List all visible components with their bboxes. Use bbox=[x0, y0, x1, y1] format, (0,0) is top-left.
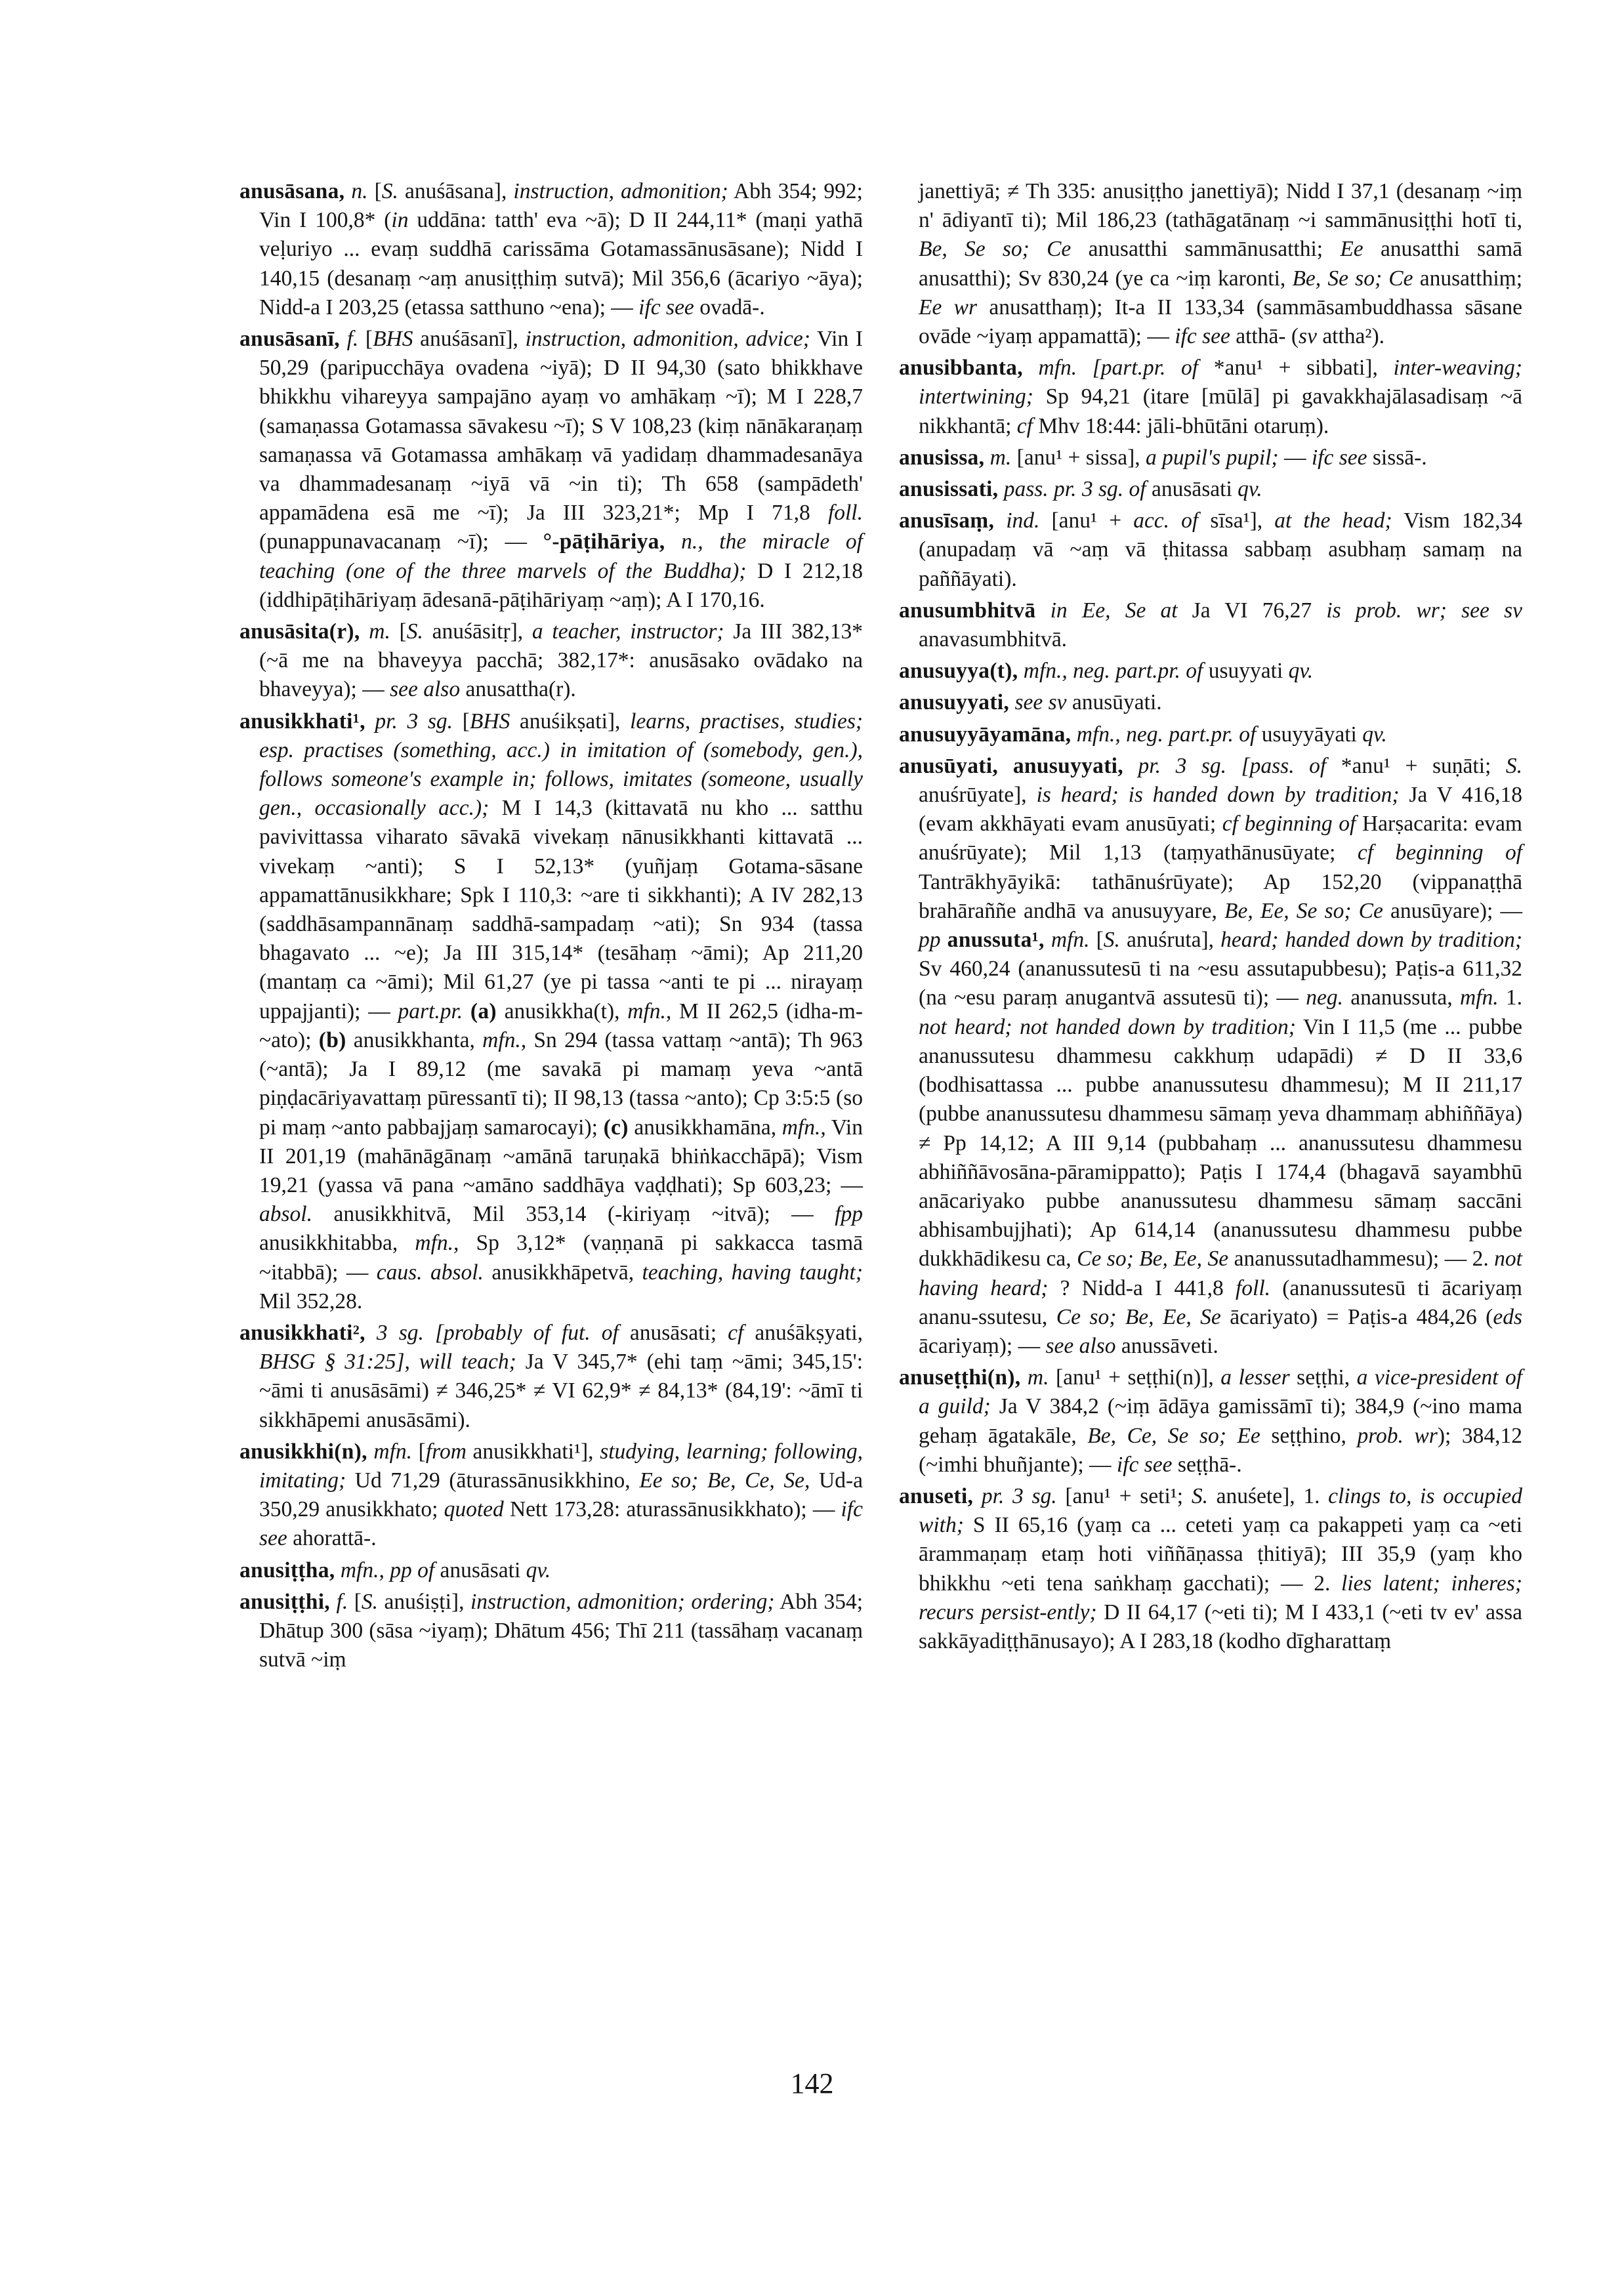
entry-text bbox=[1071, 722, 1076, 747]
italic-text: fpp bbox=[835, 1202, 863, 1227]
entry-text: Vism 182,34 (anupadaṃ vā ~aṃ vā ṭhitassa sabbaṃ asubhaṃ samaṃ na paññāyati). bbox=[919, 508, 1523, 591]
italic-text: m. bbox=[1027, 1365, 1049, 1390]
entry-text: Mil 352,28. bbox=[259, 1289, 363, 1313]
headword: anusiṭṭhi, bbox=[239, 1589, 330, 1614]
entry-text: usuyyāyati bbox=[1256, 722, 1363, 747]
italic-text: BHS bbox=[469, 709, 510, 734]
italic-text: S. bbox=[406, 619, 423, 644]
dictionary-entry bbox=[899, 596, 1522, 654]
headword: anusumbhitvā bbox=[899, 598, 1036, 623]
entry-text: anusūyare); — bbox=[1383, 898, 1522, 923]
entry-text bbox=[1123, 754, 1138, 778]
italic-text: Ce so; Be, Ee, Se bbox=[1056, 1304, 1221, 1329]
entry-text: [ bbox=[358, 327, 373, 352]
italic-text: instruction, admonition, advice; bbox=[525, 327, 810, 352]
italic-text: prob. wr bbox=[1357, 1423, 1438, 1448]
headword: anusīsaṃ, bbox=[899, 508, 995, 533]
italic-text: cf bbox=[1016, 413, 1033, 438]
entry-text: [ bbox=[1089, 928, 1104, 953]
entry-text bbox=[1023, 356, 1039, 380]
italic-text: qv. bbox=[526, 1558, 551, 1582]
entry-text: anusikkhitabba, bbox=[259, 1231, 415, 1256]
entry-text: anuśāsanī], bbox=[413, 327, 526, 352]
headword: anusuyyati, bbox=[899, 690, 1010, 715]
italic-text: pp bbox=[919, 928, 941, 953]
entry-text: anusikkhamāna, bbox=[628, 1115, 782, 1140]
italic-text: a vice-president of a guild; bbox=[919, 1365, 1523, 1419]
italic-text: n. bbox=[351, 179, 368, 203]
italic-text: qv. bbox=[1362, 722, 1387, 747]
entry-text: anuśruta], bbox=[1119, 928, 1221, 953]
italic-text: ifc see bbox=[259, 1497, 863, 1551]
italic-text: Ce so; Be, Ee, Se bbox=[1077, 1247, 1229, 1272]
headword: anusāsita(r), bbox=[239, 619, 360, 644]
headword: anuseti, bbox=[899, 1483, 974, 1508]
entry-text: S II 65,16 (yaṃ ca ... ceteti yaṃ ca pakappeti yaṃ ca ~eti ārammaṇaṃ etaṃ hoti viññāṇassa ṭhitiyā); III 35,9 (yaṃ kho bhikkhu ~eti tena saṅkhaṃ gacchati); — 2. bbox=[919, 1513, 1522, 1596]
italic-text: pr. 3 sg. bbox=[981, 1483, 1057, 1508]
entry-text: ācariyato) = Paṭis-a 484,26 ( bbox=[1220, 1304, 1493, 1329]
entry-text: Tantrākhyāyikā: tathānuśrūyate); Ap 152,20 (vippanaṭṭhā brahāraññe andhā va anusuyyare, bbox=[919, 869, 1522, 923]
italic-text: ifc see bbox=[638, 295, 694, 320]
entry-text: Harṣacarita: evam anuśrūyate); Mil 1,13 (taṃyathānusūyate; bbox=[919, 812, 1522, 865]
entry-text: seṭṭhi, bbox=[1289, 1365, 1357, 1390]
italic-text: Be, Ee, Se so; Ce bbox=[1224, 898, 1383, 923]
entry-text: seṭṭhino, bbox=[1260, 1423, 1358, 1448]
italic-text: mfn., bbox=[482, 1027, 527, 1052]
entry-text: 1. bbox=[1498, 985, 1522, 1010]
entry-text: Sn 294 (tassa vattaṃ ~antā); Th 963 (~antā); Ja I 89,12 (me savakā pi mamaṃ yeva ~antā piṇḍacāriyavattaṃ pūressantī ti); II 98,13 (tassa ~anto); Cp 3:5:5 (so pi maṃ ~anto pabbajjaṃ samarocayi); bbox=[259, 1027, 863, 1140]
headword: anussuta¹, bbox=[947, 928, 1045, 953]
italic-text: cf beginning of bbox=[1357, 840, 1522, 865]
italic-text: m. bbox=[989, 445, 1012, 470]
italic-text: a lesser bbox=[1220, 1365, 1290, 1390]
entry-text: Mhv 18:44: jāli-bhūtāni otaruṃ). bbox=[1032, 413, 1329, 438]
headword: anusissati, bbox=[899, 477, 999, 502]
headword: anusikkhi(n), bbox=[239, 1439, 367, 1464]
italic-text: BHSG § 31:25], will teach; bbox=[259, 1350, 516, 1375]
italic-text: acc. of bbox=[1133, 508, 1199, 533]
italic-text: S. bbox=[361, 1589, 379, 1614]
entry-text: ahorattā-. bbox=[287, 1526, 377, 1551]
entry-text: Ja VI 76,27 bbox=[1177, 598, 1327, 623]
italic-text: mfn. bbox=[1051, 928, 1090, 953]
dictionary-entry bbox=[239, 1319, 863, 1435]
entry-text: (punappunavacanaṃ ~ī); — bbox=[259, 529, 543, 554]
entry-text bbox=[984, 445, 989, 470]
italic-text: f. bbox=[346, 327, 359, 352]
italic-text: Ee wr bbox=[919, 295, 978, 320]
entry-text: [ bbox=[367, 179, 382, 203]
entry-text: ācariyaṃ); — bbox=[919, 1333, 1046, 1358]
dictionary-entry bbox=[239, 617, 863, 705]
entry-text: janettiyā; ≠ Th 335: anusiṭṭho janettiyā); Nidd I 37,1 (desanaṃ ~iṃ n' ādiyantī ti); Mil 186,23 (tathāgatānaṃ ~i sammānusiṭṭhi hotī ti, bbox=[919, 179, 1522, 233]
italic-text: m. bbox=[369, 619, 390, 644]
entry-text: anuśāsitṛ], bbox=[423, 619, 532, 644]
italic-text: learns, practises, studies; esp. practises (something, acc.) in imitation of (somebody, gen.), follows someone's example in; follows, imitates (someone, usually gen., occasionally acc.); bbox=[259, 709, 864, 821]
italic-text: S. bbox=[381, 179, 398, 203]
italic-text: in bbox=[391, 208, 409, 233]
italic-text: eds bbox=[1493, 1304, 1522, 1329]
italic-text: part.pr. bbox=[398, 999, 463, 1023]
entry-text: — bbox=[1278, 445, 1312, 470]
entry-text bbox=[344, 179, 351, 203]
entry-text bbox=[1045, 928, 1051, 952]
entry-text bbox=[365, 709, 375, 734]
italic-text: instruction, admonition; ordering; bbox=[470, 1589, 775, 1614]
entry-text: Ja V 345,7* (ehi taṃ ~āmi; 345,15': ~āmi ti anusāsāmi) ≠ 346,25* ≠ VI 62,9* ≠ 84,13* (84,19': ~āmī ti sikkhāpemi anusāsāmi). bbox=[259, 1350, 863, 1432]
entry-text: anusikkhāpetvā, bbox=[483, 1260, 642, 1285]
italic-text: instruction, admonition; bbox=[513, 179, 728, 203]
entry-text: ananussuta, bbox=[1343, 985, 1460, 1010]
entry-text: Sp 94,21 (itare [mūlā] pi gavakkhajālasadisaṃ ~ā nikkhantā; bbox=[919, 384, 1522, 438]
entry-text: anussāveti. bbox=[1115, 1333, 1218, 1358]
entry-text: attha²). bbox=[1316, 324, 1385, 349]
entry-text: anuśikṣati], bbox=[510, 709, 631, 734]
italic-text: studying, learning; following, imitating; bbox=[259, 1439, 863, 1493]
entry-text: Ud 71,29 (āturassānusikkhino, bbox=[346, 1468, 640, 1493]
italic-text: Be, Se so; Ce bbox=[919, 237, 1072, 262]
italic-text: 3 sg. [probably of fut. of bbox=[376, 1320, 619, 1345]
entry-text bbox=[994, 508, 1006, 533]
entry-text: Vin I 50,29 (paripucchāya ovadena ~iyā); D II 94,30 (sato bhikkhave bhikkhu vihareyya sampajāno ayaṃ vo amhākaṃ ~ī); M I 228,7 (samaṇassa Gotamassa sāvakesu ~ī); S V 108,23 (kiṃ nānākaraṇaṃ samaṇassa vā Gotamassa amhākaṃ vā yadidaṃ dhammadesanāya va dhammadesanaṃ ~iyā vā ~in ti); Th 658 (sampādeth' appamādena esā me ~ī); Ja III 323,21*; Mp I 71,8 bbox=[259, 327, 864, 526]
italic-text: see also bbox=[1045, 1333, 1116, 1358]
entry-text bbox=[941, 928, 947, 952]
headword: anusibbanta, bbox=[899, 356, 1023, 381]
dictionary-entry bbox=[899, 1363, 1522, 1479]
dictionary-entry bbox=[239, 707, 863, 1316]
italic-text: not having heard; bbox=[919, 1247, 1522, 1300]
entry-text bbox=[998, 477, 1003, 501]
headword: °-pāṭihāriya, bbox=[543, 529, 665, 554]
entry-text: anusāsati bbox=[434, 1558, 526, 1582]
italic-text: qv. bbox=[1238, 477, 1262, 502]
italic-text: lies latent; inheres; recurs persist-ently; bbox=[919, 1571, 1522, 1624]
entry-text bbox=[1020, 1365, 1028, 1390]
entry-text: D I 212,18 (iddhipāṭihāriyaṃ ādesanā-pāṭihāriyaṃ ~aṃ); A I 170,16. bbox=[259, 558, 863, 612]
italic-text: neg. bbox=[1306, 985, 1343, 1010]
entry-text bbox=[340, 327, 347, 351]
italic-text: mfn., bbox=[627, 999, 672, 1023]
headword: (c) bbox=[603, 1115, 629, 1140]
italic-text: from bbox=[425, 1439, 467, 1464]
italic-text: ifc see bbox=[1311, 445, 1367, 470]
entry-text bbox=[365, 1321, 377, 1345]
entry-text: anavasumbhitvā. bbox=[919, 627, 1068, 652]
entry-text: anusikkhanta, bbox=[346, 1027, 483, 1052]
headword: (b) bbox=[318, 1027, 346, 1052]
italic-text: qv. bbox=[1288, 659, 1314, 684]
italic-text: BHS bbox=[373, 327, 413, 352]
italic-text: mfn., neg. part.pr. of bbox=[1023, 659, 1203, 684]
entry-text bbox=[973, 1484, 982, 1508]
entry-text bbox=[360, 619, 369, 644]
italic-text: heard; handed down by tradition; bbox=[1220, 928, 1523, 953]
entry-text: *anu¹ + sibbati], bbox=[1198, 356, 1394, 381]
entry-text: [anu¹ + seti¹; bbox=[1056, 1483, 1192, 1508]
headword: (a) bbox=[470, 999, 497, 1023]
entry-text: D II 64,17 (~eti ti); M I 433,1 (~eti tv ev' assa sakkāyadiṭṭhānusayo); A I 283,18 (kodho dīgharattaṃ bbox=[919, 1600, 1522, 1653]
entry-text: [ bbox=[348, 1589, 362, 1614]
right-column bbox=[899, 177, 1522, 1659]
italic-text: ifc see bbox=[1175, 324, 1230, 349]
italic-text: is prob. wr; see sv bbox=[1326, 598, 1522, 623]
entry-text bbox=[1035, 598, 1050, 623]
italic-text: absol. bbox=[259, 1202, 312, 1227]
headword: anusissa, bbox=[899, 445, 985, 470]
headword: anuseṭṭhi(n), bbox=[899, 1365, 1021, 1390]
italic-text: a pupil's pupil; bbox=[1146, 445, 1279, 470]
italic-text: Be, Se so; Ce bbox=[1292, 266, 1413, 291]
italic-text: S. bbox=[1505, 753, 1523, 778]
entry-text: M II 262,5 (idha-m-~ato); bbox=[259, 999, 864, 1052]
entry-text: ananussutadhammesu); — 2. bbox=[1228, 1247, 1495, 1272]
dictionary-entry bbox=[899, 475, 1522, 504]
headword: anusuyyāyamāna, bbox=[899, 722, 1072, 747]
italic-text: sv bbox=[1299, 324, 1317, 349]
entry-text bbox=[330, 1590, 337, 1614]
italic-text: foll. bbox=[1235, 1275, 1271, 1300]
dictionary-entry bbox=[899, 444, 1522, 472]
italic-text: mfn. bbox=[373, 1439, 413, 1464]
dictionary-entry bbox=[239, 1556, 863, 1585]
italic-text: pr. 3 sg. [pass. of bbox=[1138, 753, 1327, 778]
entry-text: anusikkhitvā, Mil 353,14 (-kiriyaṃ ~itvā); — bbox=[312, 1202, 835, 1227]
dictionary-entry bbox=[899, 1482, 1522, 1656]
headword: anusuyya(t), bbox=[899, 659, 1018, 684]
entry-text: Ja III 382,13* (~ā me na bhaveyya pacchā; 382,17*: anusāsako ovādako na bhaveyya); — bbox=[259, 619, 864, 702]
entry-text: anusatthi sammānusatthi; bbox=[1071, 237, 1341, 262]
italic-text: mfn., bbox=[415, 1231, 459, 1256]
entry-text: sīsa¹], bbox=[1198, 508, 1275, 533]
entry-text bbox=[665, 529, 681, 554]
entry-text bbox=[335, 1558, 340, 1582]
italic-text: n., the miracle of teaching (one of the three marvels of the Buddha); bbox=[259, 529, 863, 583]
italic-text: Ee so; Be, Ce, Se, bbox=[639, 1468, 810, 1493]
italic-text: pr. 3 sg. bbox=[375, 709, 453, 734]
entry-text: [anu¹ + seṭṭhi(n)], bbox=[1049, 1365, 1221, 1390]
entry-text: ? Nidd-a I 441,8 bbox=[1048, 1275, 1236, 1300]
entry-text: (ananussutesū ti ācariyaṃ ananu-ssutesu, bbox=[919, 1275, 1522, 1329]
italic-text: quoted bbox=[444, 1497, 504, 1522]
entry-text: anusūyati. bbox=[1066, 690, 1162, 715]
dictionary-entry bbox=[899, 354, 1522, 441]
entry-text bbox=[367, 1439, 374, 1464]
italic-text: in Ee, Se at bbox=[1050, 598, 1178, 623]
headword: anusāsana, bbox=[239, 179, 345, 203]
entry-text: anuśāsana], bbox=[398, 179, 514, 203]
entry-text bbox=[1018, 659, 1023, 683]
entry-text: [ bbox=[390, 619, 407, 644]
entry-text: usuyyati bbox=[1203, 659, 1289, 684]
dictionary-entry bbox=[239, 325, 863, 615]
entry-text: [anu¹ + sissa], bbox=[1011, 445, 1146, 470]
italic-text: see sv bbox=[1014, 690, 1067, 715]
entry-text: [anu¹ + bbox=[1039, 508, 1134, 533]
italic-text: see also bbox=[390, 677, 461, 702]
entry-text: Vin I 11,5 (me ... pubbe ananussutesu dhammesu cakkhuṃ udapādi) ≠ D II 33,6 (bodhisattassa ... pubbe ananussutesu dhammesu); M II 211,17 (pubbe ananussutesu dhammesu sāmaṃ yeva dhammaṃ abhiññāya) ≠ Pp 14,12; A III 9,14 (pubbahaṃ ... ananussutesu dhammesu abhiññāvosāna-pāramippatto); Paṭis I 174,4 (bhagavā sayambhū anācariyako pubbe ananussutesu dhammesu sāmaṃ saccāni abhisambujjhati); Ap 614,14 (ananussutesu dhammesu pubbe dukkhādikesu ca, bbox=[919, 1014, 1522, 1272]
italic-text: mfn. [part.pr. of bbox=[1038, 356, 1199, 381]
headword: anusūyati, anusuyyati, bbox=[899, 753, 1123, 778]
entry-text bbox=[463, 999, 470, 1023]
dictionary-entry bbox=[239, 1437, 863, 1554]
entry-text: Sv 460,24 (ananussutesū ti na ~esu assutapubbesu); Paṭis-a 611,32 (na ~esu paraṃ anugantvā assutesū ti); — bbox=[919, 957, 1522, 1010]
italic-text: S. bbox=[1191, 1483, 1208, 1508]
headword: anusikkhati², bbox=[239, 1320, 365, 1345]
entry-text: Nett 173,28: aturassānusikkhato); — bbox=[503, 1497, 841, 1522]
italic-text: pass. pr. 3 sg. of bbox=[1003, 477, 1146, 502]
entry-text: anusikkha(t), bbox=[496, 999, 628, 1023]
italic-text: mfn., neg. part.pr. of bbox=[1076, 722, 1257, 747]
dictionary-entry bbox=[239, 177, 863, 322]
entry-text: anusikkhati¹], bbox=[466, 1439, 600, 1464]
italic-text: not heard; not handed down by tradition; bbox=[919, 1014, 1296, 1039]
entry-text: Ja V 384,2 (~iṃ ādāya gamissāmī ti); 384,9 (~ino mama gehaṃ āgatakāle, bbox=[919, 1394, 1522, 1448]
dictionary-entry bbox=[899, 752, 1522, 1361]
entry-text: anuśiṣṭi], bbox=[378, 1589, 470, 1614]
headword: anusikkhati¹, bbox=[239, 709, 365, 734]
italic-text: mfn., bbox=[781, 1115, 826, 1140]
italic-text: teaching, having taught; bbox=[642, 1260, 863, 1285]
italic-text: mfn., pp of bbox=[340, 1558, 435, 1582]
entry-text: anusatthi samā anusatthi); Sv 830,24 (ye ca ~iṃ karonti, bbox=[919, 237, 1522, 291]
italic-text: clings to, is occupied with; bbox=[919, 1483, 1522, 1538]
entry-text: anusattha(r). bbox=[460, 677, 576, 702]
italic-text: inter-weaving; intertwining; bbox=[919, 356, 1523, 409]
entry-text: Vin II 201,19 (mahānāgānaṃ ~amānā taruṇakā bhiṅkacchāpā); Vism 19,21 (yassa vā pana ~amāno saddhāya vaḍḍhati); Sp 603,23; — bbox=[259, 1115, 863, 1197]
dictionary-entry bbox=[899, 688, 1522, 717]
entry-continuation bbox=[899, 177, 1522, 351]
italic-text: S. bbox=[1103, 928, 1120, 953]
page-number: 142 bbox=[790, 2067, 834, 2099]
entry-text: anuśete], 1. bbox=[1207, 1483, 1329, 1508]
entry-text: ); 384,12 (~imhi bhuñjante); — bbox=[919, 1423, 1522, 1477]
entry-text: Sp 3,12* (vaṇṇanā pi sakkacca tasmā ~itabbā); — bbox=[259, 1231, 863, 1285]
entry-text: sissā-. bbox=[1367, 445, 1427, 470]
dictionary-entry bbox=[899, 720, 1522, 749]
entry-text: anusāsati; bbox=[618, 1320, 728, 1345]
italic-text: Be, Ce, Se so; Ee bbox=[1087, 1423, 1260, 1448]
entry-text: anusatthaṃ); It-a II 133,34 (sammāsambuddhassa sāsane ovāde ~iyaṃ appamattā); — bbox=[919, 295, 1522, 349]
italic-text: mfn. bbox=[1459, 985, 1499, 1010]
italic-text: ifc see bbox=[1116, 1452, 1173, 1477]
entry-text: Ud-a 350,29 anusikkhato; bbox=[259, 1468, 863, 1522]
italic-text: caus. absol. bbox=[376, 1260, 484, 1285]
entry-text: M I 14,3 (kittavatā nu kho ... satthu pavivittassa viharato sāvakā vivekaṃ nānusikkhanti kittavatā ... vivekaṃ ~anti); S I 52,13* (yuñjaṃ Gotama-sāsane appamattānusikkhare; Spk I 110,3: ~are ti sikkhanti); A IV 282,13 (saddhāsampannānaṃ saddhā-sampadaṃ ~ati); Sn 934 (tassa bhagavato ... ~e); Ja III 315,14* (tesāhaṃ ~āmi); Ap 211,20 (mantaṃ ca ~āmi); Mil 61,27 (ye pi tassa ~anti te pi ... nirayaṃ uppajjanti); — bbox=[259, 796, 863, 1023]
dictionary-entry bbox=[899, 657, 1522, 686]
entry-text: Ja V 416,18 (evam akkhāyati evam anusūyati; bbox=[919, 783, 1523, 837]
entry-text: [ bbox=[453, 709, 470, 734]
entry-text: Abh 354; 992; Vin I 100,8* ( bbox=[259, 179, 863, 233]
italic-text: at the head; bbox=[1274, 508, 1392, 533]
italic-text: f. bbox=[336, 1589, 348, 1614]
italic-text: cf beginning of bbox=[1222, 812, 1356, 837]
entry-text: [ bbox=[412, 1439, 426, 1464]
italic-text: a teacher, instructor; bbox=[531, 619, 724, 644]
entry-text: anusāsati bbox=[1146, 477, 1238, 502]
headword: anusāsanī, bbox=[239, 327, 340, 352]
entry-text: atthā- ( bbox=[1230, 324, 1299, 349]
left-column bbox=[239, 177, 863, 1677]
headword: anusiṭṭha, bbox=[239, 1558, 335, 1582]
italic-text: cf bbox=[728, 1320, 744, 1345]
entry-text: Abh 354; Dhātup 300 (sāsa ~iyaṃ); Dhātum 456; Thī 211 (tassāhaṃ vacanaṃ sutvā ~iṃ bbox=[259, 1589, 863, 1672]
italic-text: foll. bbox=[827, 501, 863, 526]
entry-text: anusatthiṃ; bbox=[1413, 266, 1523, 291]
italic-text: ind. bbox=[1006, 508, 1040, 533]
entry-text: anuśākṣyati, bbox=[743, 1320, 864, 1345]
entry-text: anuśrūyate], bbox=[919, 783, 1037, 808]
entry-text: seṭṭhā-. bbox=[1172, 1452, 1242, 1477]
dictionary-entry bbox=[899, 507, 1522, 594]
dictionary-entry bbox=[239, 1588, 863, 1675]
entry-text: *anu¹ + suṇāti; bbox=[1326, 753, 1506, 778]
entry-text: ovadā-. bbox=[694, 295, 765, 320]
entry-text: uddāna: tatth' eva ~ā); D II 244,11* (maṇi yathā veḷuriyo ... evaṃ suddhā carissāma Gotamassānusāsane); Nidd I 140,15 (desanaṃ ~aṃ anusiṭṭhiṃ sutvā); Mil 356,6 (ācariyo ~āya); Nidd-a I 203,25 (etassa satthuno ~ena); — bbox=[259, 208, 863, 320]
italic-text: is heard; is handed down by tradition; bbox=[1036, 783, 1400, 808]
italic-text: Ee bbox=[1340, 237, 1364, 262]
